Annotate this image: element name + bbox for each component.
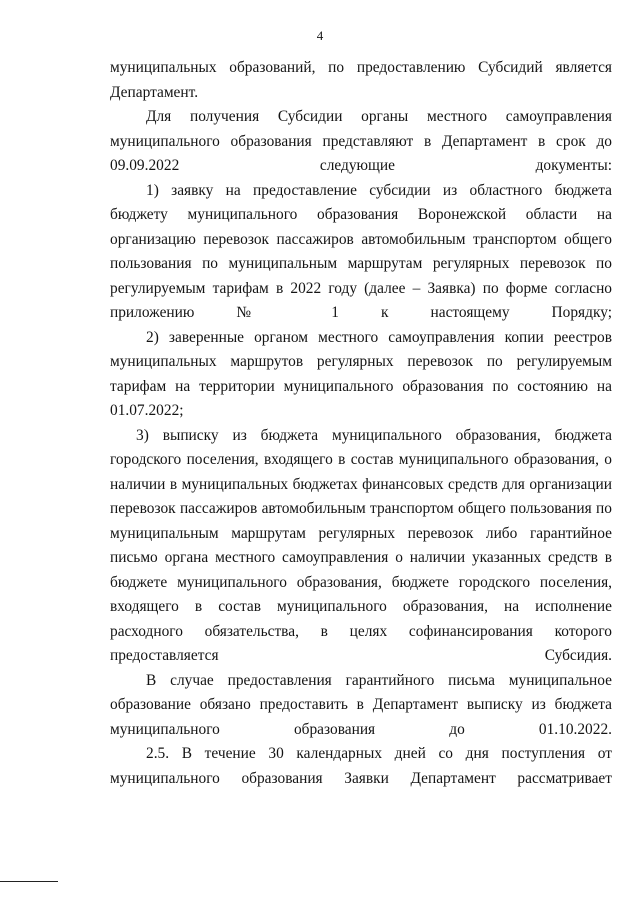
document-body — [110, 56, 612, 791]
page-number: 4 — [316, 28, 324, 43]
list-item: 2) заверенные органом местного самоуправления копии реестров муниципальных маршрутов регулярных перевозок по регулируемым тарифам на территории муниципального образования по состоянию на 01.07.2022; — [110, 328, 612, 419]
paragraph: 2.5. В течение 30 календарных дней со дня поступления от муниципального образования Заявки Департамент рассматривает — [110, 745, 612, 787]
footer-rule — [0, 881, 58, 882]
paragraph: Для получения Субсидии органы местного самоуправления муниципального образования представляют в Департамент в срок до 09.09.2022 следующие документы: — [110, 108, 612, 174]
list-item: 1) заявку на предоставление субсидии из областного бюджета бюджету муниципального образования Воронежской области на организацию перевозок пассажиров автомобильным транспортом общего пользования по муниципальным маршрутам регулярных перевозок по регулируемым тарифам в 2022 году (далее – Заявка) по форме согласно приложению № 1 к настоящему Порядку; — [110, 181, 612, 321]
paragraph: В случае предоставления гарантийного письма муниципальное образование обязано предоставить в Департамент выписку из бюджета муниципального образования до 01.10.2022. — [110, 671, 612, 738]
list-item: 3) выписку из бюджета муниципального образования, бюджета городского поселения, входящего в состав муниципального образования, о наличии в муниципальных бюджетах финансовых средств для организации перевозок пассажиров автомобильным транспортом общего пользования по муниципальным маршрутам регулярных перевозок либо гарантийное письмо органа местного самоуправления о наличии указанных средств в бюджете муниципального образования, бюджете городского поселения, входящего в состав муниципального образования, на исполнение расходного обязательства, в целях софинансирования которого предоставляется Субсидия. — [110, 426, 612, 664]
paragraph: муниципальных образований, по предоставлению Субсидий является Департамент. — [110, 59, 612, 101]
